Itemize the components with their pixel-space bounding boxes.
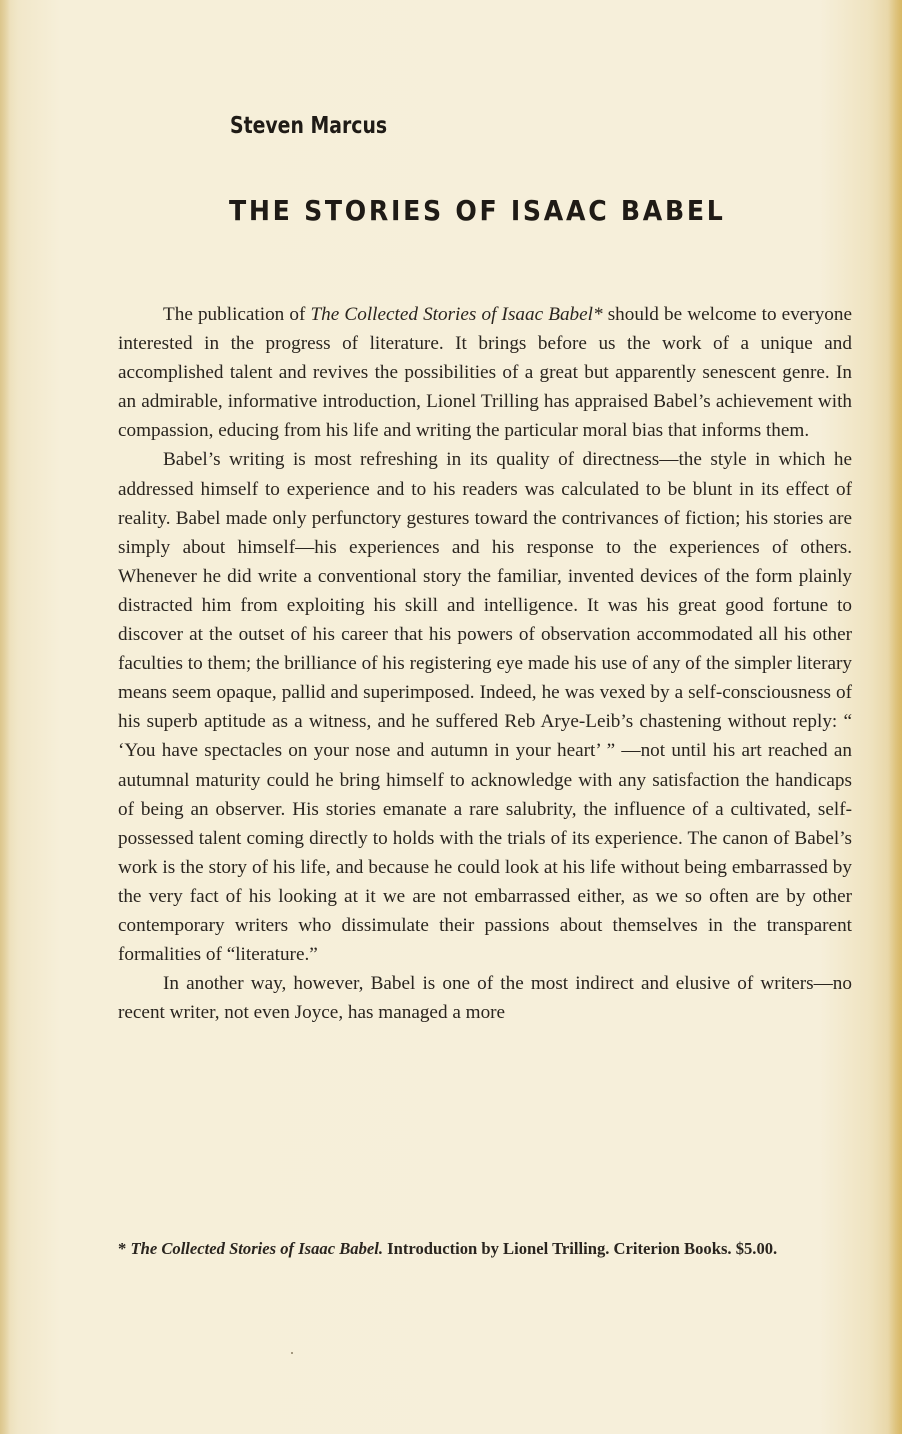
footnote-marker: * — [118, 1239, 131, 1258]
page-speck — [291, 1352, 293, 1354]
paragraph-1 — [118, 300, 852, 445]
article-title: THE STORIES OF ISAAC BABEL — [229, 194, 726, 227]
article-body — [118, 300, 852, 1027]
paragraph-3: In another way, however, Babel is one of the most indirect and elusive of writers—no recent writer, not even Joyce, has managed a more — [118, 973, 852, 1024]
page-right-edge — [888, 0, 902, 1434]
book-title-italic: The Collected Stories of Isaac Babel* — [310, 304, 603, 325]
footnote-text: Introduction by Lionel Trilling. Criterion Books. $5.00. — [383, 1239, 778, 1258]
footnote — [118, 1238, 852, 1260]
author-name: Steven Marcus — [230, 113, 388, 139]
footnote-book-title: The Collected Stories of Isaac Babel. — [130, 1239, 384, 1258]
page-left-edge — [0, 0, 10, 1434]
paragraph-1-rest: should be welcome to everyone interested in the progress of literature. It brings before us the work of a unique and accomplished talent and revives the possibilities of a great but apparently senescent genre. In an admirable, informative introduction, Lionel Trilling has appraised Babel’s achievement with compassion, educing from his life and writing the particular moral bias that informs them. — [118, 304, 852, 442]
paragraph-2: Babel’s writing is most refreshing in its quality of directness—the style in which he addressed himself to experience and to his readers was calculated to be blunt in its effect of reality. Babel made only perfunctory gestures toward the contrivances of fiction; his stories are simply about himself—his experiences and his response to the experiences of others. Whenever he did write a conventional story the familiar, invented devices of the form plainly distracted him from exploiting his skill and intelligence. It was his great good fortune to discover at the outset of his career that his powers of observation accommodated all his other faculties to them; the brilliance of his registering eye made his use of any of the simpler literary means seem opaque, pallid and superimposed. Indeed, he was vexed by a self-consciousness of his superb aptitude as a witness, and he suffered Reb Arye-Leib’s chastening without reply: “ ‘You have spectacles on your nose and autumn in your heart’ ” —not until his art reached an autumnal maturity could he bring himself to acknowledge with any satisfaction the handicaps of being an observer. His stories emanate a rare salubrity, the influence of a cultivated, self-possessed talent coming directly to holds with the trials of its experience. The canon of Babel’s work is the story of his life, and because he could look at his life without being embarrassed by the very fact of his looking at it we are not embarrassed either, as we so often are by other contemporary writers who dissimulate their passions about themselves in the transparent formalities of “literature.” — [118, 449, 852, 966]
paragraph-1-lead: The publication of — [163, 304, 311, 325]
